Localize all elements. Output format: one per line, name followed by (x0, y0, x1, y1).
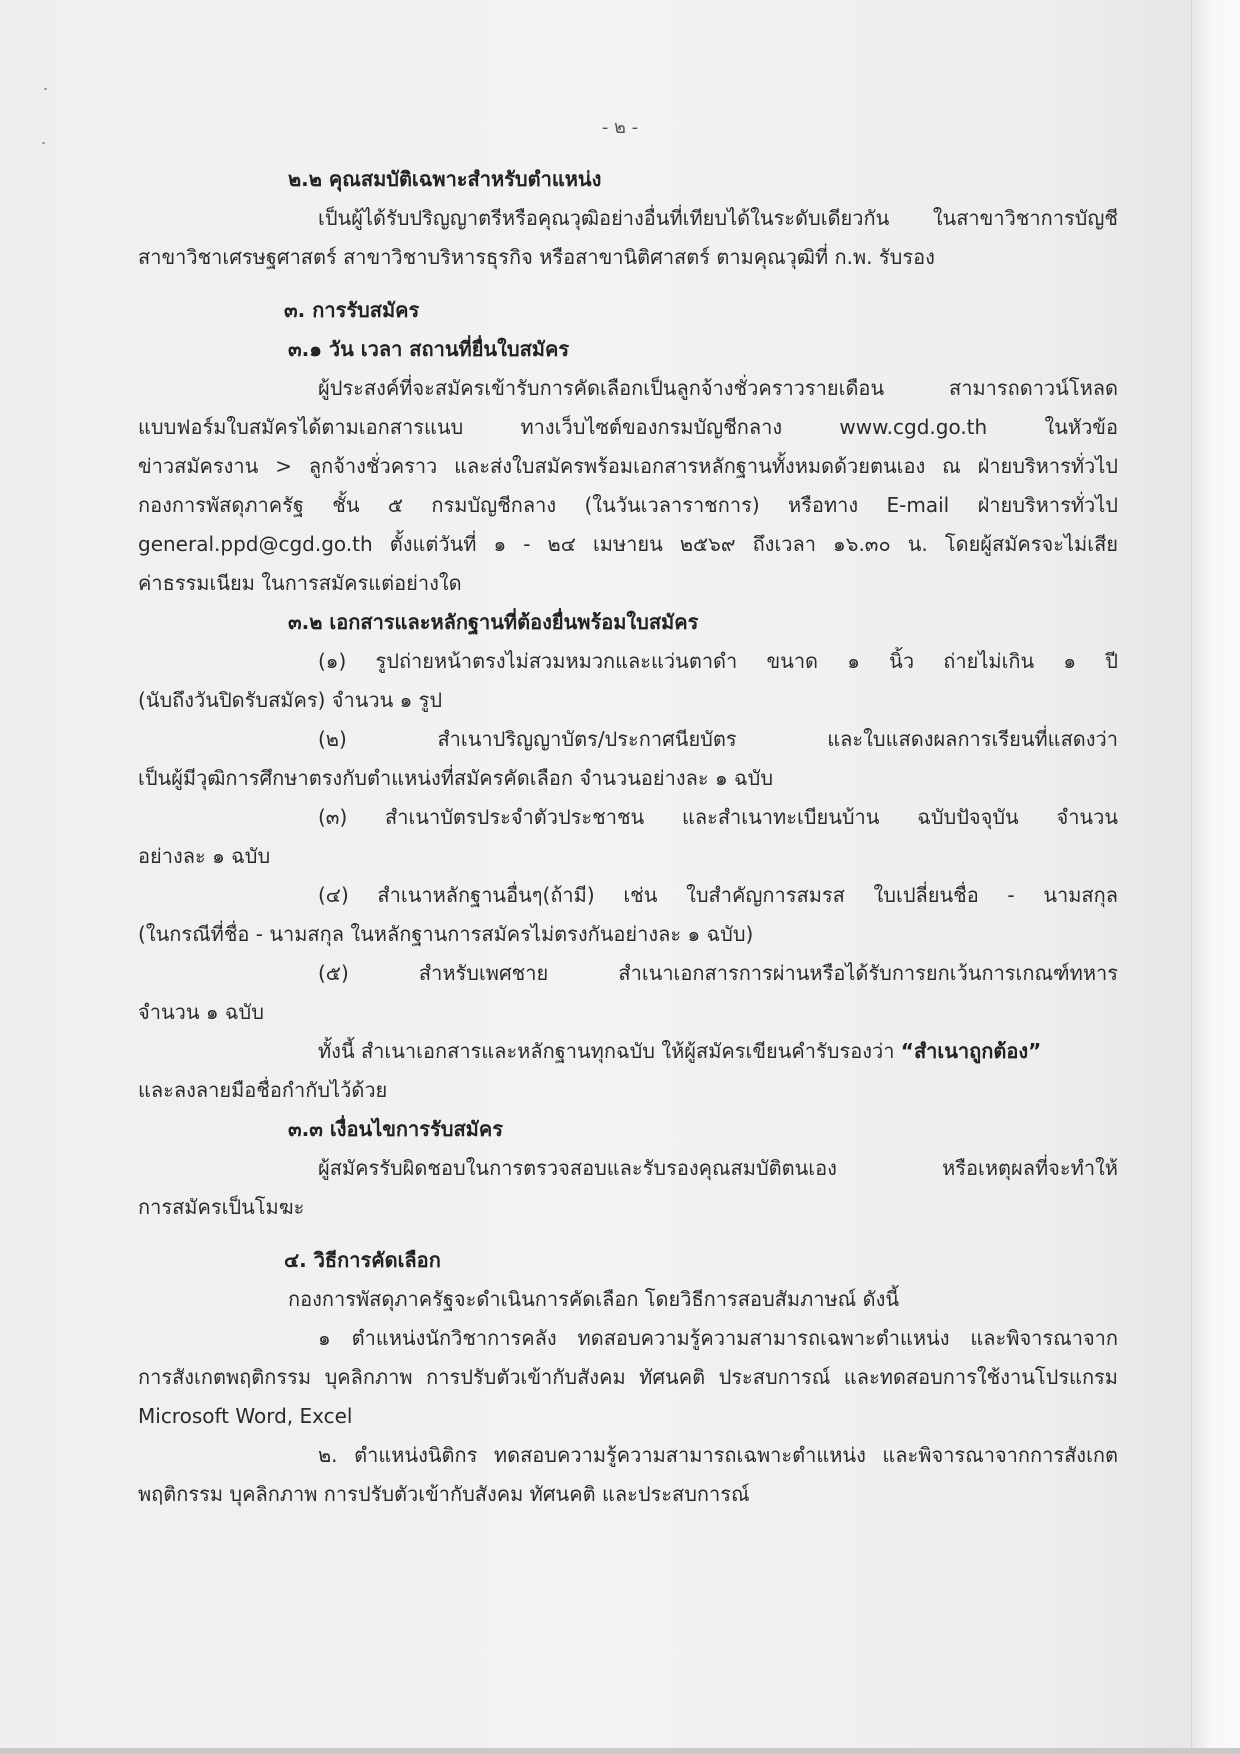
list-item-line: (๕) สำหรับเพศชาย สำเนาเอกสารการผ่านหรือได้รับการยกเว้นการเกณฑ์ทหาร (318, 961, 1118, 985)
list-item-line: เป็นผู้มีวุฒิการศึกษาตรงกับตำแหน่งที่สมัครคัดเลือก จำนวนอย่างละ ๑ ฉบับ (138, 766, 774, 790)
paragraph-line: สาขาวิชาเศรษฐศาสตร์ สาขาวิชาบริหารธุรกิจ หรือสาขานิติศาสตร์ ตามคุณวุฒิที่ ก.พ. รับรอง (138, 245, 935, 269)
page-bottom-border (0, 1748, 1240, 1754)
scan-speck (42, 142, 45, 144)
paragraph-line: general.ppd@cgd.go.th ตั้งแต่วันที่ ๑ - ๒๔ เมษายน ๒๕๖๙ ถึงเวลา ๑๖.๓๐ น. โดยผู้สมัครจะไม่เสีย (138, 532, 1118, 556)
section-4-heading: ๔. วิธีการคัดเลือก (284, 1248, 441, 1272)
list-item-line: (๔) สำเนาหลักฐานอื่นๆ(ถ้ามี) เช่น ใบสำคัญการสมรส ใบเปลี่ยนชื่อ - นามสกุล (318, 883, 1118, 907)
list-item-line: ๒. ตำแหน่งนิติกร ทดสอบความรู้ความสามารถเฉพาะตำแหน่ง และพิจารณาจากการสังเกต (318, 1443, 1118, 1467)
page-edge-shadow (1191, 0, 1240, 1754)
list-item-line: การสังเกตพฤติกรรม บุคลิกภาพ การปรับตัวเข้ากับสังคม ทัศนคติ ประสบการณ์ และทดสอบการใช้งานโปรแกรม (138, 1365, 1118, 1389)
note-emphasis: “สำเนาถูกต้อง” (900, 1039, 1042, 1063)
list-item-line: (นับถึงวันปิดรับสมัคร) จำนวน ๑ รูป (138, 688, 443, 712)
note-line (138, 1032, 1118, 1071)
scan-speck (44, 88, 47, 90)
list-item-line: อย่างละ ๑ ฉบับ (138, 844, 271, 868)
list-item-line: Microsoft Word, Excel (138, 1404, 353, 1428)
paragraph-line: การสมัครเป็นโมฆะ (138, 1195, 305, 1219)
note-line: และลงลายมือชื่อกำกับไว้ด้วย (138, 1078, 388, 1102)
list-item-line: ๑ ตำแหน่งนักวิชาการคลัง ทดสอบความรู้ความสามารถเฉพาะตำแหน่ง และพิจารณาจาก (318, 1326, 1118, 1350)
section-3-heading: ๓. การรับสมัคร (284, 298, 420, 322)
section-3-2-heading: ๓.๒ เอกสารและหลักฐานที่ต้องยื่นพร้อมใบสมัคร (288, 610, 699, 634)
paragraph-line: แบบฟอร์มใบสมัครได้ตามเอกสารแนบ ทางเว็บไซต์ของกรมบัญชีกลาง www.cgd.go.th ในหัวข้อ (138, 415, 1118, 439)
paragraph-line: เป็นผู้ได้รับปริญญาตรีหรือคุณวุฒิอย่างอื่นที่เทียบได้ในระดับเดียวกัน ในสาขาวิชาการบัญชี (318, 206, 1118, 230)
page-number: - ๒ - (601, 117, 639, 138)
paragraph-line: ผู้ประสงค์ที่จะสมัครเข้ารับการคัดเลือกเป็นลูกจ้างชั่วคราวรายเดือน สามารถดาวน์โหลด (318, 376, 1118, 400)
list-item-line: (๑) รูปถ่ายหน้าตรงไม่สวมหมวกและแว่นตาดำ ขนาด ๑ นิ้ว ถ่ายไม่เกิน ๑ ปี (318, 649, 1118, 673)
section-2-2-heading: ๒.๒ คุณสมบัติเฉพาะสำหรับตำแหน่ง (288, 167, 602, 191)
paragraph-line: กองการพัสดุภาครัฐ ชั้น ๕ กรมบัญชีกลาง (ในวันเวลาราชการ) หรือทาง E-mail ฝ่ายบริหารทั่วไป (138, 493, 1118, 517)
list-item-line: (ในกรณีที่ชื่อ - นามสกุล ในหลักฐานการสมัครไม่ตรงกันอย่างละ ๑ ฉบับ) (138, 922, 754, 946)
section-3-3-heading: ๓.๓ เงื่อนไขการรับสมัคร (288, 1117, 503, 1141)
list-item-line: (๓) สำเนาบัตรประจำตัวประชาชน และสำเนาทะเบียนบ้าน ฉบับปัจจุบัน จำนวน (318, 805, 1118, 829)
paragraph-line: ค่าธรรมเนียม ในการสมัครแต่อย่างใด (138, 571, 462, 595)
section-3-1-heading: ๓.๑ วัน เวลา สถานที่ยื่นใบสมัคร (288, 337, 570, 361)
list-item-line: (๒) สำเนาปริญญาบัตร/ประกาศนียบัตร และใบแสดงผลการเรียนที่แสดงว่า (318, 727, 1118, 751)
paragraph-line: ผู้สมัครรับผิดชอบในการตรวจสอบและรับรองคุณสมบัติตนเอง หรือเหตุผลที่จะทำให้ (318, 1156, 1118, 1180)
note-text: ทั้งนี้ สำเนาเอกสารและหลักฐานทุกฉบับ ให้ผู้สมัครเขียนคำรับรองว่า (318, 1039, 901, 1063)
list-item-line: จำนวน ๑ ฉบับ (138, 1000, 264, 1024)
document-body (138, 160, 1118, 1514)
paragraph-line: ข่าวสมัครงาน > ลูกจ้างชั่วคราว และส่งใบสมัครพร้อมเอกสารหลักฐานทั้งหมดด้วยตนเอง ณ ฝ่ายบริหารทั่วไป (138, 454, 1118, 478)
list-item-line: พฤติกรรม บุคลิกภาพ การปรับตัวเข้ากับสังคม ทัศนคติ และประสบการณ์ (138, 1482, 750, 1506)
paragraph-line: กองการพัสดุภาครัฐจะดำเนินการคัดเลือก โดยวิธีการสอบสัมภาษณ์ ดังนี้ (288, 1287, 900, 1311)
